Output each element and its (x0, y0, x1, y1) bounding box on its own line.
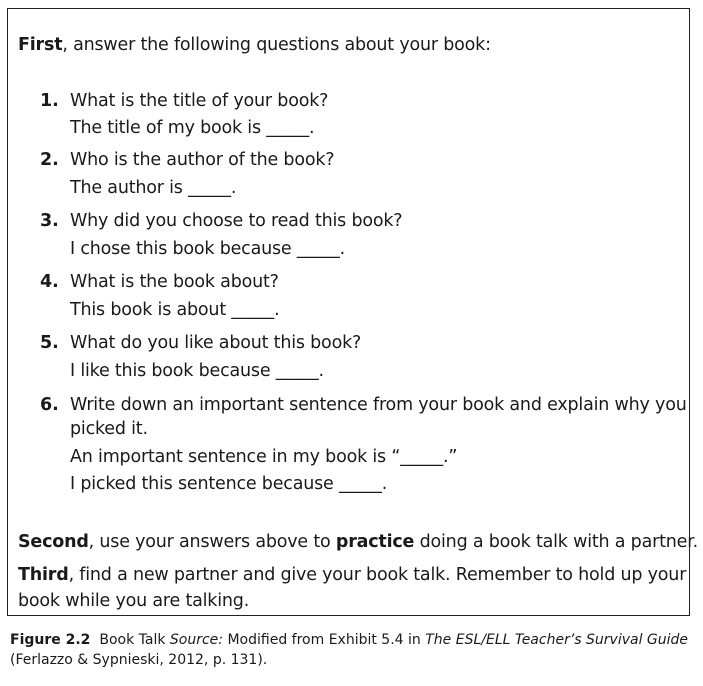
question-text: Who is the author of the book? (70, 150, 335, 170)
question-number: 1. (40, 91, 59, 111)
answer-prompt: The title of my book is _____. (70, 118, 315, 138)
figure-caption-cont: (Ferlazzo & Sypnieski, 2012, p. 131). (10, 652, 268, 668)
third-instruction-cont: book while you are talking. (18, 591, 250, 611)
intro-text: First, answer the following questions about your book: (18, 35, 491, 55)
question-text: What do you like about this book? (70, 333, 362, 353)
question-number: 3. (40, 211, 59, 231)
answer-prompt: I like this book because _____. (70, 361, 324, 381)
answer-prompt: The author is _____. (70, 178, 237, 198)
question-text: What is the title of your book? (70, 91, 329, 111)
question-text: Why did you choose to read this book? (70, 211, 403, 231)
question-text-cont: picked it. (70, 419, 148, 439)
question-text: What is the book about? (70, 272, 279, 292)
question-number: 2. (40, 150, 59, 170)
answer-prompt: This book is about _____. (70, 300, 280, 320)
question-number: 5. (40, 333, 59, 353)
second-instruction: Second, use your answers above to practice doing a book talk with a partner. (18, 532, 698, 552)
question-text: Write down an important sentence from your book and explain why you (70, 395, 687, 415)
answer-prompt: I chose this book because _____. (70, 239, 345, 259)
figure-caption: Figure 2.2 Book Talk Source: Modified from Exhibit 5.4 in The ESL/ELL Teacher’s Survival Guide (10, 632, 689, 648)
question-number: 4. (40, 272, 59, 292)
third-instruction: Third, find a new partner and give your book talk. Remember to hold up your (18, 565, 687, 585)
answer-prompt: I picked this sentence because _____. (70, 474, 388, 494)
answer-prompt: An important sentence in my book is “_____.” (70, 447, 458, 467)
question-number: 6. (40, 395, 59, 415)
